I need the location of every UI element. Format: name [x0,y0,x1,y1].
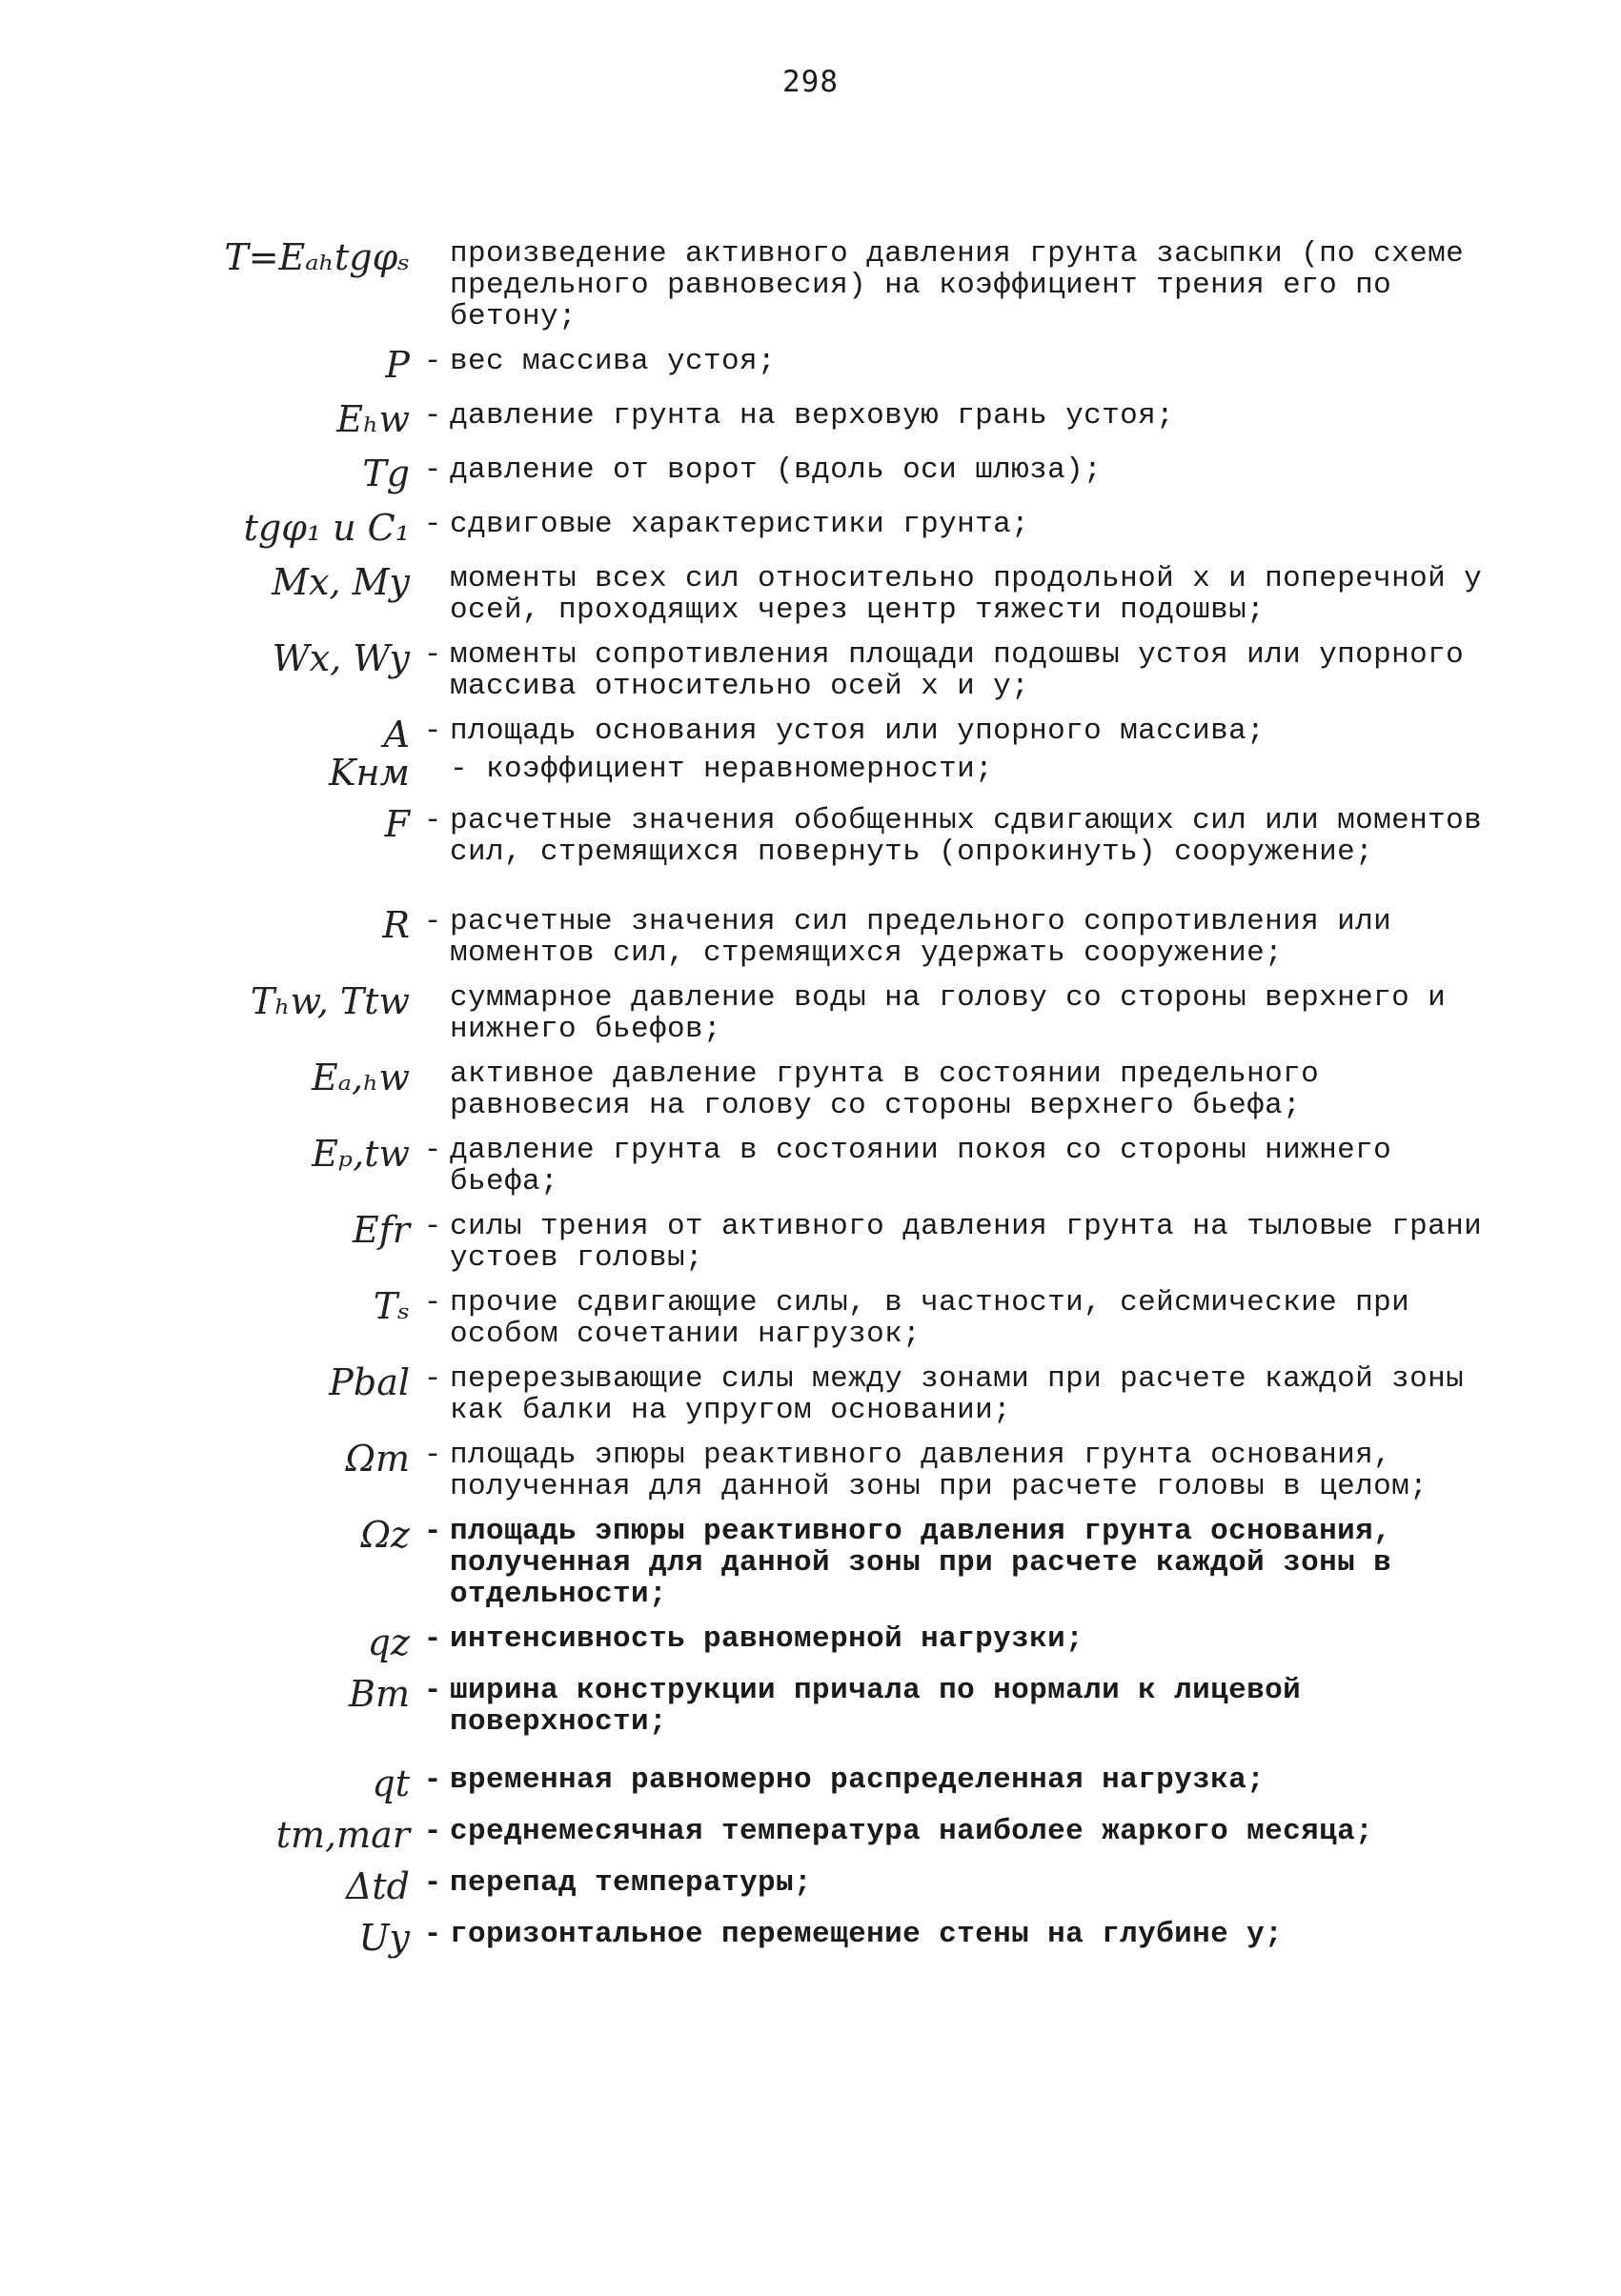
notation-description: расчетные значения обобщенных сдвигающих сил или моментов сил, стремящихся повернуть (опрокинуть) сооружение; [450,804,1483,869]
notation-description: сдвиговые характеристики грунта; [450,508,1030,541]
page-number: 298 [782,65,839,99]
notation-entry [219,238,1496,332]
notation-symbol: Ωz [360,1514,410,1556]
notation-symbol: Eₚ,tw [312,1133,410,1175]
notation-symbol: Δtd [345,1865,410,1907]
notation-dash: - [423,638,442,672]
notation-dash: - [423,1439,442,1472]
notation-symbol: Efr [353,1209,410,1251]
notation-dash: - [423,1362,442,1396]
notation-entry [219,1058,1496,1121]
notation-symbol: Tₕw, Ttw [250,980,410,1022]
notation-entry [219,1675,1496,1738]
notation-dash: - [423,1815,442,1848]
notation-dash: - [423,345,442,378]
notation-symbol: Tg [362,453,410,494]
notation-entry [219,1440,1496,1502]
notation-dash: - [423,1866,442,1900]
notation-description: временная равномерно распределенная нагрузка; [450,1763,1266,1797]
notation-entry [219,1135,1496,1198]
notation-symbol: qz [367,1621,410,1663]
notation-description: перепад температуры; [450,1866,813,1900]
notation-list [219,238,1496,1957]
notation-description: среднемесячная температура наиболее жаркого месяца; [450,1815,1374,1848]
notation-symbol: Uy [358,1917,410,1959]
notation-symbol: Eₐ,ₕw [311,1057,410,1098]
notation-description: перерезывающие силы между зонами при расчете каждой зоны как балки на упругом основании; [450,1362,1465,1427]
notation-entry [219,1816,1496,1854]
notation-symbol: Tₛ [373,1285,410,1327]
notation-symbol: Bm [349,1673,410,1715]
notation-entry [219,1363,1496,1426]
notation-description: активное давление грунта в состоянии предельного равновесия на голову со стороны верхнего бьефа; [450,1057,1320,1122]
notation-description: прочие сдвигающие силы, в частности, сейсмические при особом сочетании нагрузок; [450,1286,1410,1351]
notation-symbol: Ωm [345,1438,410,1480]
notation-entry [219,754,1496,792]
notation-description: произведение активного давления грунта засыпки (по схеме предельного равновесия) на коэффициент трения его по бетону; [450,237,1465,333]
notation-dash: - [423,804,442,837]
notation-description: моменты всех сил относительно продольной x и поперечной y осей, проходящих через центр тяжести подошвы; [450,562,1483,627]
notation-dash: - [423,1286,442,1319]
notation-entry [219,1867,1496,1905]
notation-dash: - [423,1918,442,1951]
notation-entry [219,1623,1496,1662]
notation-dash: - [423,399,442,433]
notation-dash: - [423,1763,442,1797]
notation-description: ширина конструкции причала по нормали к лицевой поверхности; [450,1674,1302,1739]
notation-entry [219,1919,1496,1957]
notation-symbol: Eₕw [336,398,410,440]
notation-entry [219,805,1496,868]
notation-description: горизонтальное перемещение стены на глубине у; [450,1918,1284,1951]
notation-symbol: R [382,904,410,946]
notation-description: площадь основания устоя или упорного массива; [450,715,1266,748]
notation-entry [219,715,1496,754]
notation-entry [219,639,1496,702]
notation-description: вес массива устоя; [450,345,777,378]
notation-dash: - [423,1622,442,1656]
notation-entry [219,563,1496,626]
notation-symbol: Kнм [329,752,410,794]
notation-symbol: Wx, Wy [272,637,410,679]
notation-dash: - [423,1515,442,1548]
notation-description: расчетные значения сил предельного сопротивления или моментов сил, стремящихся удержать сооружение; [450,905,1392,970]
notation-entry [219,346,1496,384]
notation-description: суммарное давление воды на голову со стороны верхнего и нижнего бьефов; [450,981,1447,1046]
notation-symbol: F [384,803,410,845]
notation-symbol: A [383,714,410,755]
notation-symbol: P [385,344,410,386]
notation-symbol: tgφ₁ и C₁ [243,507,410,549]
notation-symbol: T=Eₐₕtgφₛ [224,236,410,278]
notation-dash: - [423,1134,442,1167]
notation-dash: - [423,905,442,938]
notation-symbol: qt [372,1762,410,1804]
notation-description: - коэффициент неравномерности; [450,753,994,786]
notation-dash: - [423,1210,442,1243]
notation-description: давление грунта на верховую грань устоя; [450,399,1175,433]
notation-dash: - [423,715,442,748]
notation-dash: - [423,508,442,541]
notation-description: моменты сопротивления площади подошвы устоя или упорного массива относительно осей х и у; [450,638,1465,703]
notation-description: давление от ворот (вдоль оси шлюза); [450,453,1103,487]
notation-entry [219,454,1496,493]
notation-entry [219,982,1496,1045]
notation-entry [219,1287,1496,1350]
notation-description: давление грунта в состоянии покоя со стороны нижнего бьефа; [450,1134,1392,1198]
notation-description: площадь эпюры реактивного давления грунта основания, полученная для данной зоны при расчете каждой зоны в отдельности; [450,1515,1392,1611]
notation-entry [219,1764,1496,1803]
notation-entry [219,400,1496,438]
notation-dash: - [423,1674,442,1707]
notation-symbol: tm,mar [275,1814,410,1856]
notation-symbol: Pbal [329,1361,410,1403]
notation-entry [219,1211,1496,1274]
notation-entry [219,509,1496,547]
notation-description: интенсивность равномерной нагрузки; [450,1622,1084,1656]
notation-entry [219,906,1496,969]
notation-description: силы трения от активного давления грунта на тыловые грани устоев головы; [450,1210,1483,1275]
notation-dash: - [423,453,442,487]
notation-entry [219,1516,1496,1610]
notation-symbol: Mx, My [272,561,410,603]
notation-description: площадь эпюры реактивного давления грунта основания, полученная для данной зоны при расчете головы в целом; [450,1439,1429,1503]
